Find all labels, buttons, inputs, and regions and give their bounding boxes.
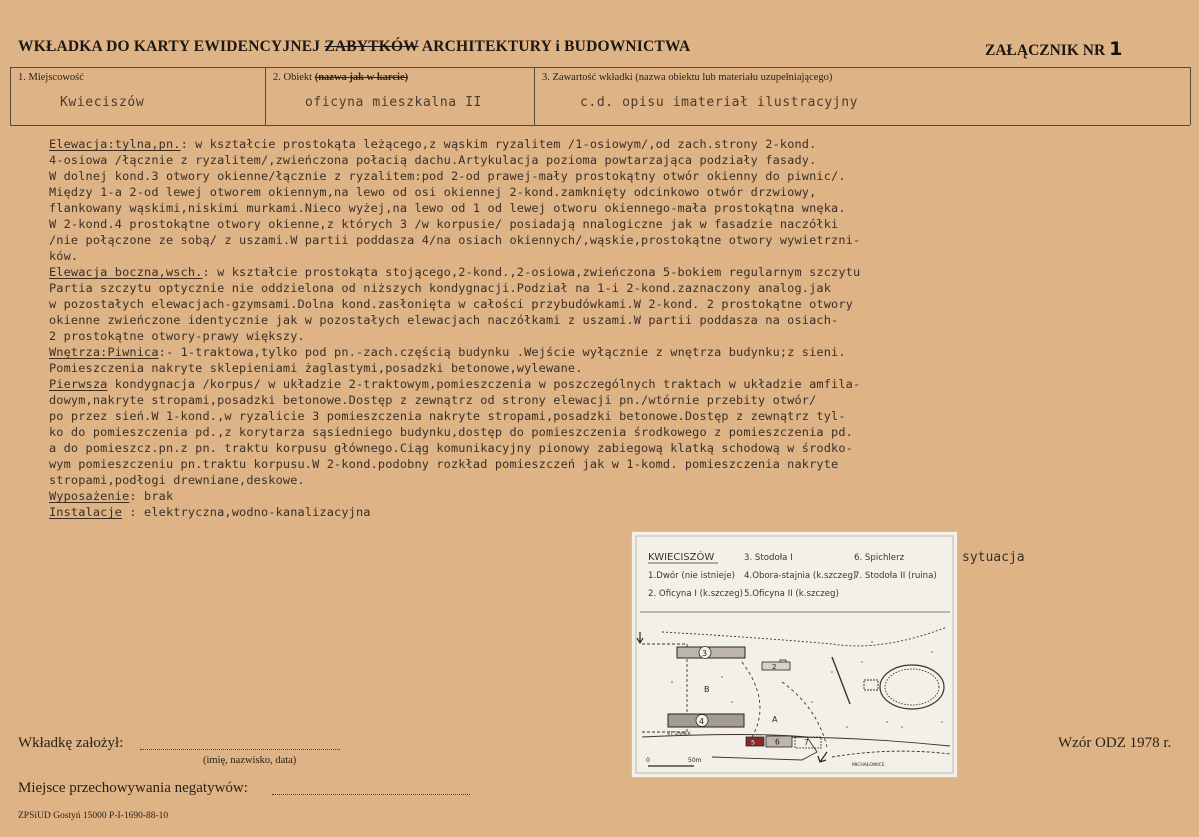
text-line: W dolnej kond.3 otwory okienne/łącznie z ryzalitem:pod 2-od prawej-mały prostokątny otwór okienny do piwnic/. <box>49 169 846 183</box>
legend-item: 5.Oficyna II (k.szczeg) <box>744 589 839 599</box>
text-line: po przez sień.W 1-kond.,w ryzalicie 3 pomieszczenia nakryte stropami,posadzki betonowe.Dostęp z zewnątrz tyl- <box>49 409 846 423</box>
legend-item: 4.Obora-stajnia (k.szczeg) <box>744 571 857 581</box>
svg-text:ST. ZAMEK: ST. ZAMEK <box>667 732 691 737</box>
section-heading: Wyposażenie <box>49 489 130 503</box>
text-line: Pierwsza kondygnacja /korpus/ w układzie 2-traktowym,pomieszczenia w poszczególnych traktach w układzie amfila- <box>49 377 861 391</box>
svg-text:2: 2 <box>772 663 777 671</box>
building-2 <box>762 662 790 671</box>
legend-item: 2. Oficyna I (k.szczeg) <box>648 589 744 599</box>
grid-right-line <box>1190 67 1191 125</box>
building-6 <box>766 736 792 747</box>
svg-text:A: A <box>772 715 778 724</box>
building-5 <box>746 737 764 747</box>
text-line: a do pomieszcz.pn.z pn. traktu korpusu głównego.Ciąg komunikacyjny pionowy zabiegową klatką schodową w środko- <box>49 441 853 455</box>
legend-item: 3. Stodoła I <box>744 553 793 563</box>
attachment-number-value: 1 <box>1109 38 1123 60</box>
svg-text:MICHAŁOWICE: MICHAŁOWICE <box>852 763 885 768</box>
grid-left-line <box>10 67 11 125</box>
svg-text:4: 4 <box>699 717 705 726</box>
section-heading: Elewacja:tylna,pn. <box>49 137 181 151</box>
text-line: Między 1-a 2-od lewej otworem okiennym,na lewo od osi okiennej 2-kond.zamknięty odcinkowo otwór drzwiowy, <box>49 185 817 199</box>
object-label: 2. Obiekt (nazwa jak w karcie) <box>273 72 409 83</box>
content-value: c.d. opisu imateriał ilustracyjny <box>580 95 859 110</box>
form-model: Wzór ODZ 1978 r. <box>1058 735 1172 751</box>
locality-label: 1. Miejscowość <box>18 72 84 83</box>
text-line: W 2-kond.4 prostokątne otwory okienne,z których 3 /w korpusie/ posiadają nnalogiczne jak w fasadzie naczółki <box>49 217 839 231</box>
locality-value: Kwieciszów <box>60 95 145 110</box>
building-3 <box>677 647 745 659</box>
form-title: WKŁADKA DO KARTY EWIDENCYJNEJ ZABYTKÓW ARCHITEKTURY i BUDOWNICTWA <box>18 38 691 55</box>
text-line: Pomieszczenia nakryte sklepieniami żaglastymi,posadzki betonowe,wylewane. <box>49 361 583 375</box>
text-line: ko do pomieszczenia pd.,z korytarza sąsiedniego budynku,dostęp do pomieszczenia środkowego z pomieszczenia pd. <box>49 425 853 439</box>
inserted-by-field[interactable] <box>140 749 340 750</box>
building-4 <box>668 714 744 727</box>
grid-divider-2 <box>534 67 535 125</box>
object-value: oficyna mieszkalna II <box>305 95 482 110</box>
svg-text:50m: 50m <box>688 757 702 764</box>
legend-item: 6. Spichlerz <box>854 553 905 563</box>
content-label: 3. Zawartość wkładki (nazwa obiektu lub materiału uzupełniającego) <box>542 72 833 83</box>
svg-text:3: 3 <box>702 649 708 658</box>
text-line: 4-osiowa /łącznie z ryzalitem/,zwieńczona połacią dachu.Artykulacja pozioma powtarzająca podziały fasady. <box>49 153 817 167</box>
text-line: wym pomieszczeniu pn.traktu korpusu.W 2-kond.podobny rozkład pomieszczeń jak w 1-komd. pomieszczenia nakryte <box>49 457 839 471</box>
inserted-by-label: Wkładkę założył: <box>18 735 124 751</box>
negatives-storage-field[interactable] <box>272 794 470 795</box>
attachment-number: ZAŁĄCZNIK NR 1 <box>985 38 1123 60</box>
site-plan-photo <box>632 532 957 777</box>
text-line: Partia szczytu optycznie nie oddzielona od niższych kondygnacji.Podział na 1-i 2-kond.zaznaczony analog.jak <box>49 281 832 295</box>
text-line: stropami,podłogi drewniane,deskowe. <box>49 473 305 487</box>
section-heading: Elewacja boczna,wsch. <box>49 265 203 279</box>
svg-text:0: 0 <box>646 757 650 764</box>
text-line: w pozostałych elewacjach-gzymsami.Dolna kond.zasłonięta w całości przybudówkami.W 2-kond. 2 prostokątne otwory <box>49 297 853 311</box>
text-line: Instalacje : elektryczna,wodno-kanalizacyjna <box>49 505 371 519</box>
photo-caption: sytuacja <box>962 550 1025 565</box>
text-line: 2 prostokątne otwory-prawy większy. <box>49 329 305 343</box>
svg-text:6: 6 <box>775 737 780 747</box>
site-plan-map <box>632 532 957 777</box>
grid-bottom-line <box>10 125 1190 126</box>
legend-item: 7. Stodoła II (ruina) <box>854 571 937 581</box>
svg-text:7: 7 <box>804 738 809 747</box>
text-line: okienne zwieńczone identycznie jak w pozostałych elewacjach naczółkami z uszami.W partii poddasza na osiach- <box>49 313 839 327</box>
text-line: dowym,nakryte stropami,posadzki betonowe.Dostęp z zewnątrz od strony elewacji pn./wtórnie przebity otwór/ <box>49 393 817 407</box>
text-line: Wyposażenie: brak <box>49 489 174 503</box>
inserted-by-hint: (imię, nazwisko, data) <box>203 755 297 766</box>
text-line: Elewacja boczna,wsch.: w kształcie prostokąta stojącego,2-kond.,2-osiowa,zwieńczona 5-bokiem regularnym szczytu <box>49 265 861 279</box>
svg-text:B: B <box>704 685 710 694</box>
legend-item: 1.Dwór (nie istnieje) <box>648 571 735 581</box>
text-line: ków. <box>49 249 79 263</box>
grid-top-line <box>10 67 1190 68</box>
text-line: /nie połączone ze sobą/ z uszami.W partii poddasza 4/na osiach okiennych/,wąskie,prostokątne otwory wywietrzni- <box>49 233 861 247</box>
struck-word: ZABYTKÓW <box>324 38 419 55</box>
description-text <box>49 136 1199 520</box>
negatives-storage-label: Miejsce przechowywania negatywów: <box>18 780 248 796</box>
map-title: KWIECISZÓW <box>648 552 715 563</box>
text-line: Wnętrza:Piwnica:- 1-traktowa,tylko pod pn.-zach.częścią budynku .Wejście wyłącznie z wnętrza budynku;z sieni. <box>49 345 846 359</box>
grid-divider-1 <box>265 67 266 125</box>
svg-text:5: 5 <box>751 738 756 747</box>
section-heading: Instalacje <box>49 505 123 519</box>
section-heading: Pierwsza <box>49 377 108 391</box>
printer-mark: ZPSiUD Gostyń 15000 P-I-1690-88-10 <box>18 811 169 821</box>
text-line: flankowany wąskimi,niskimi murkami.Nieco wyżej,na lewo od 1 od lewej otworu okiennego-mała prostokątna wnęka. <box>49 201 846 215</box>
text-line: Elewacja:tylna,pn.: w kształcie prostokąta leżącego,z wąskim ryzalitem /1-osiowym/,od zach.strony 2-kond. <box>49 137 817 151</box>
section-heading: Wnętrza:Piwnica <box>49 345 159 359</box>
